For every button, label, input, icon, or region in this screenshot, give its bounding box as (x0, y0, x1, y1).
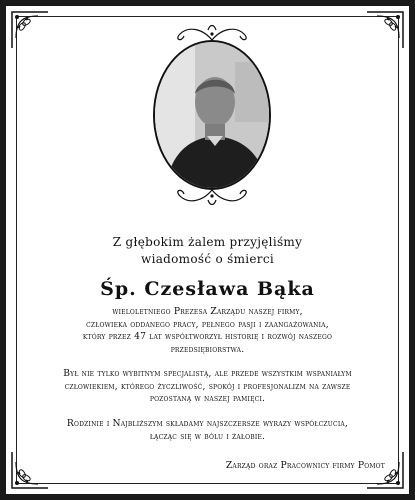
portrait-ornament-bottom (152, 186, 272, 208)
tribute-line-3: pozostaną w naszej pamięci. (149, 393, 266, 404)
corner-ornament-top-left (8, 8, 54, 54)
description-line-4: przedsiębiorstwa. (170, 343, 245, 355)
tribute-text (24, 368, 391, 406)
description-text (24, 306, 391, 356)
condolences-line-2: łącząc się w bólu i żałobie. (149, 430, 266, 442)
condolences-line-1: Rodzinie i Najbliższym składamy najszczersze wyrazy współczucia, (66, 418, 349, 429)
portrait-image (155, 42, 271, 190)
description-line-3: który przez 47 lat współtworzył historię i rozwój naszego (82, 331, 333, 342)
condolences-text (24, 418, 391, 443)
description-line-1: wieloletniego Prezesa Zarządu naszej firmy, (112, 306, 303, 317)
description-line-2: człowieka oddanego pracy, pełnego pasji i zaangażowania, (86, 318, 329, 330)
portrait-frame (147, 36, 277, 194)
obituary-notice (6, 6, 409, 494)
tribute-line-1: Był nie tylko wybitnym specjalistą, ale przede wszystkim wspaniałym (63, 368, 352, 379)
corner-ornament-bottom-left (8, 446, 54, 492)
deceased-name: Śp. Czesława Bąka (100, 278, 315, 300)
signature: Zarząd oraz Pracownicy firmy Pomot (225, 460, 385, 471)
intro-text (24, 234, 391, 268)
corner-ornament-top-right (361, 8, 407, 54)
deceased-portrait (153, 40, 271, 190)
intro-line-2: wiadomość o śmierci (141, 252, 274, 266)
intro-line-1: Z głębokim żalem przyjęliśmy (112, 235, 303, 249)
tribute-line-2: człowiekiem, którego życzliwość, spokój i profesjonalizm na zawsze (64, 380, 351, 392)
